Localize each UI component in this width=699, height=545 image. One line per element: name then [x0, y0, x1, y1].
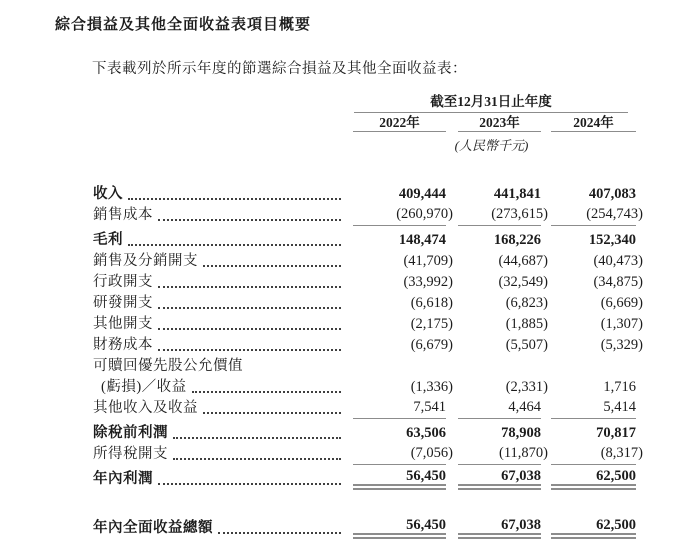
- table-row: [93, 293, 643, 314]
- row-value: 78,908: [501, 425, 541, 441]
- table-row: [93, 398, 636, 419]
- period-header: 截至12月31日止年度: [354, 95, 628, 113]
- row-value: (2,175): [410, 316, 453, 332]
- row-value: 7,541: [353, 398, 446, 419]
- row-value: (8,317): [551, 444, 636, 465]
- row-value: (260,970): [353, 205, 446, 226]
- row-value: (40,473): [593, 253, 643, 269]
- table-row: [93, 444, 643, 465]
- table-row: [93, 251, 643, 272]
- header-spacer: [93, 114, 341, 132]
- row-label: (虧損)／收益: [101, 379, 187, 395]
- row-label: 毛利: [93, 232, 123, 248]
- dot-leader: [158, 349, 341, 351]
- row-label: 可贖回優先股公允價值: [93, 358, 243, 374]
- document-title: 綜合損益及其他全面收益表項目概要: [55, 16, 312, 33]
- row-label: 除稅前利潤: [93, 425, 168, 441]
- dot-leader: [248, 370, 341, 372]
- row-label: 研發開支: [93, 295, 153, 311]
- dot-leader: [203, 265, 341, 267]
- year-column-header: 2022年: [353, 114, 446, 132]
- row-label: 銷售及分銷開支: [93, 253, 198, 269]
- row-value: 62,500: [551, 469, 636, 490]
- row-value: 70,817: [596, 425, 636, 441]
- row-label: 銷售成本: [93, 207, 153, 223]
- row-value: (6,679): [410, 337, 453, 353]
- row-value: 56,450: [353, 469, 446, 490]
- row-label: 財務成本: [93, 337, 153, 353]
- financial-table: [93, 94, 643, 539]
- row-value: 409,444: [398, 186, 446, 202]
- dot-leader: [158, 483, 341, 485]
- dot-leader: [158, 286, 341, 288]
- dot-leader: [173, 458, 341, 460]
- row-value: (6,669): [600, 295, 643, 311]
- intro-text: 下表載列於所示年度的節選綜合損益及其他全面收益表：: [92, 61, 467, 77]
- row-value: [353, 356, 446, 377]
- row-value: [458, 356, 541, 377]
- table-row: [93, 230, 636, 251]
- row-value: 5,414: [551, 398, 636, 419]
- row-label: 收入: [93, 186, 123, 202]
- row-value: (5,329): [600, 337, 643, 353]
- row-value: 152,340: [588, 232, 636, 248]
- row-value: (7,056): [353, 444, 446, 465]
- table-rows: [93, 184, 643, 539]
- dot-leader: [173, 437, 341, 439]
- row-value: 67,038: [458, 469, 541, 490]
- row-label: 行政開支: [93, 274, 153, 290]
- dot-leader: [203, 412, 341, 414]
- row-value: 148,474: [398, 232, 446, 248]
- table-row: [93, 469, 636, 490]
- year-header-row: [93, 114, 636, 132]
- dot-leader: [128, 198, 341, 200]
- row-value: 407,083: [588, 186, 636, 202]
- row-value: 56,450: [353, 518, 446, 539]
- table-row: [93, 314, 643, 335]
- dot-leader: [158, 219, 341, 221]
- table-row: [93, 205, 643, 226]
- year-column-header: 2023年: [458, 114, 541, 132]
- row-value: (32,549): [498, 274, 548, 290]
- row-label: 年內全面收益總額: [93, 520, 213, 536]
- table-row: [93, 356, 636, 377]
- dot-leader: [128, 244, 341, 246]
- row-value: (1,885): [505, 316, 548, 332]
- row-value: 62,500: [551, 518, 636, 539]
- row-value: 67,038: [458, 518, 541, 539]
- row-label: 所得稅開支: [93, 446, 168, 462]
- row-label: 其他收入及收益: [93, 400, 198, 416]
- table-row: [93, 518, 636, 539]
- table-row: [93, 423, 636, 444]
- row-value: (6,823): [505, 295, 548, 311]
- row-value: (33,992): [403, 274, 453, 290]
- row-value: [551, 356, 636, 377]
- row-value: (41,709): [403, 253, 453, 269]
- row-value: (5,507): [505, 337, 548, 353]
- row-value: 63,506: [406, 425, 446, 441]
- year-column-header: 2024年: [551, 114, 636, 132]
- dot-leader: [158, 307, 341, 309]
- row-label: 年內利潤: [93, 471, 153, 487]
- row-value: (6,618): [410, 295, 453, 311]
- row-value: 441,841: [493, 186, 541, 202]
- table-row: [93, 272, 643, 293]
- row-value: (254,743): [551, 205, 636, 226]
- row-value: (1,336): [410, 379, 453, 395]
- row-value: (34,875): [593, 274, 643, 290]
- table-row: [93, 184, 636, 205]
- currency-note: (人民幣千元): [454, 138, 529, 153]
- dot-leader: [158, 328, 341, 330]
- table-row: [93, 377, 636, 398]
- row-label: 其他開支: [93, 316, 153, 332]
- row-value: 1,716: [603, 379, 636, 395]
- table-row: [93, 335, 643, 356]
- row-value: (2,331): [505, 379, 548, 395]
- row-value: (44,687): [498, 253, 548, 269]
- row-value: (11,870): [458, 444, 541, 465]
- dot-leader: [192, 391, 341, 393]
- row-value: (1,307): [600, 316, 643, 332]
- row-value: 168,226: [493, 232, 541, 248]
- dot-leader: [218, 532, 341, 534]
- row-value: (273,615): [458, 205, 541, 226]
- row-value: 4,464: [458, 398, 541, 419]
